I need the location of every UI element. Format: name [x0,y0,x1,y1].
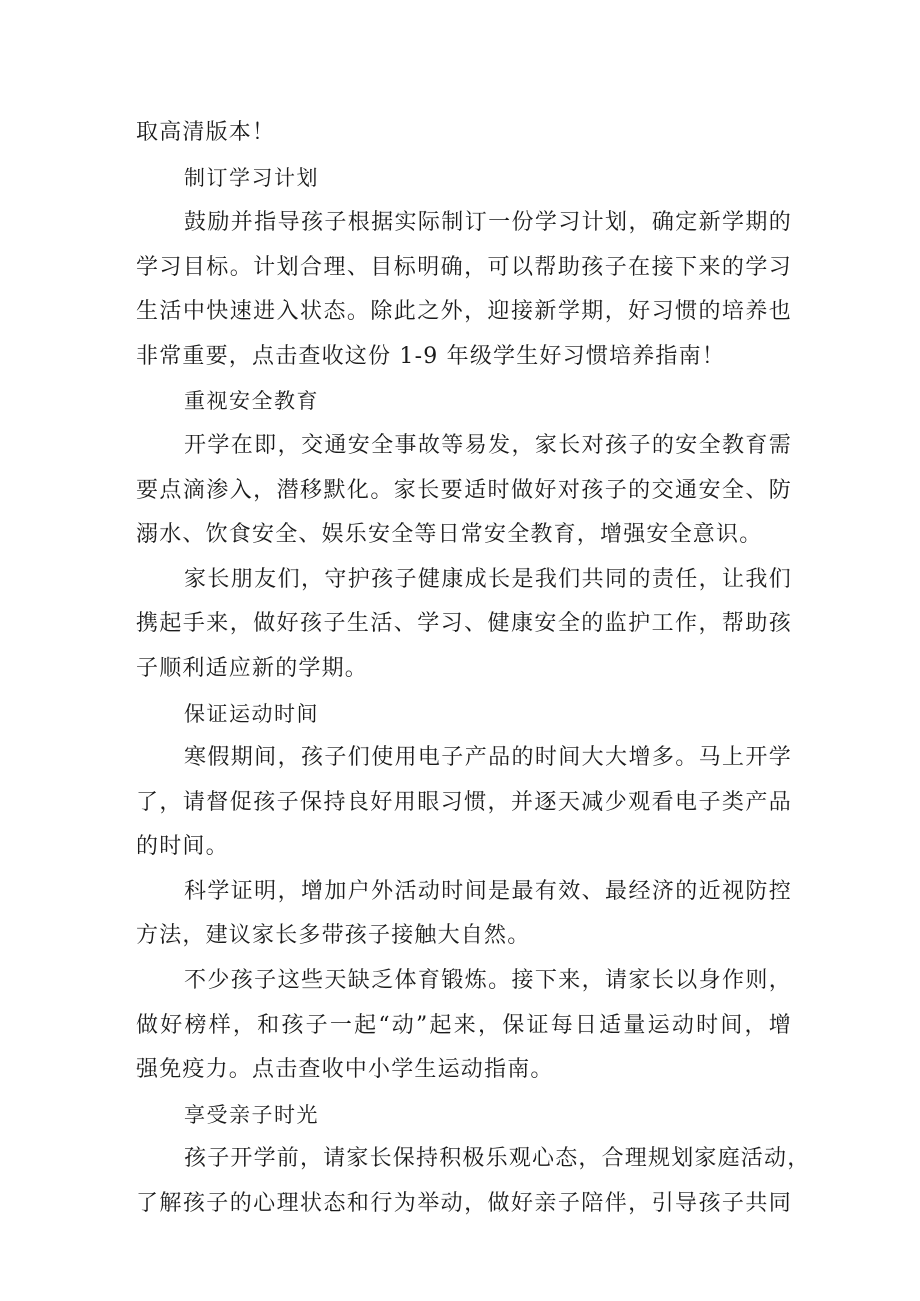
paragraph-line: 生活中快速进入状态。除此之外，迎接新学期，好习惯的培养也 [136,299,792,324]
text-line: 取高清版本！ [136,120,276,145]
paragraph-line: 学习目标。计划合理、目标明确，可以帮助孩子在接下来的学习 [136,255,792,280]
section-heading: 制订学习计划 [184,166,319,190]
paragraph-line: 强免疫力。点击查收中小学生运动指南。 [136,1057,554,1082]
paragraph-line: 开学在即，交通安全事故等易发，家长对孩子的安全教育需 [184,433,792,458]
paragraph-line: 家长朋友们，守护孩子健康成长是我们共同的责任，让我们 [184,567,792,592]
paragraph-line: 鼓励并指导孩子根据实际制订一份学习计划，确定新学期的 [184,210,792,235]
section-heading: 享受亲子时光 [184,1103,319,1127]
paragraph-line: 不少孩子这些天缺乏体育锻炼。接下来，请家长以身作则， [184,968,792,993]
paragraph-line: 做好榜样，和孩子一起“动”起来，保证每日适量运动时间，增 [136,1013,792,1038]
paragraph-line: 科学证明，增加户外活动时间是最有效、最经济的近视防控 [184,879,792,904]
paragraph-line: 携起手来，做好孩子生活、学习、健康安全的监护工作，帮助孩 [136,611,792,636]
paragraph-line: 了，请督促孩子保持良好用眼习惯，并逐天减少观看电子类产品 [136,790,792,815]
paragraph-line: 方法，建议家长多带孩子接触大自然。 [136,923,531,948]
paragraph-line: 寒假期间，孩子们使用电子产品的时间大大增多。马上开学 [184,745,792,770]
paragraph-line: 子顺利适应新的学期。 [136,656,369,681]
paragraph-line: 了解孩子的心理状态和行为举动，做好亲子陪伴，引导孩子共同 [136,1191,792,1216]
section-heading: 保证运动时间 [184,702,319,726]
paragraph-line: 要点滴渗入，潜移默化。家长要适时做好对孩子的交通安全、防 [136,478,792,503]
paragraph-line: 孩子开学前，请家长保持积极乐观心态，合理规划家庭活动， [184,1146,811,1171]
paragraph-line: 溺水、饮食安全、娱乐安全等日常安全教育，增强安全意识。 [136,522,763,547]
paragraph-line: 非常重要，点击查收这份 1-9 年级学生好习惯培养指南！ [136,344,726,369]
paragraph-line: 的时间。 [136,834,229,859]
section-heading: 重视安全教育 [184,389,319,413]
